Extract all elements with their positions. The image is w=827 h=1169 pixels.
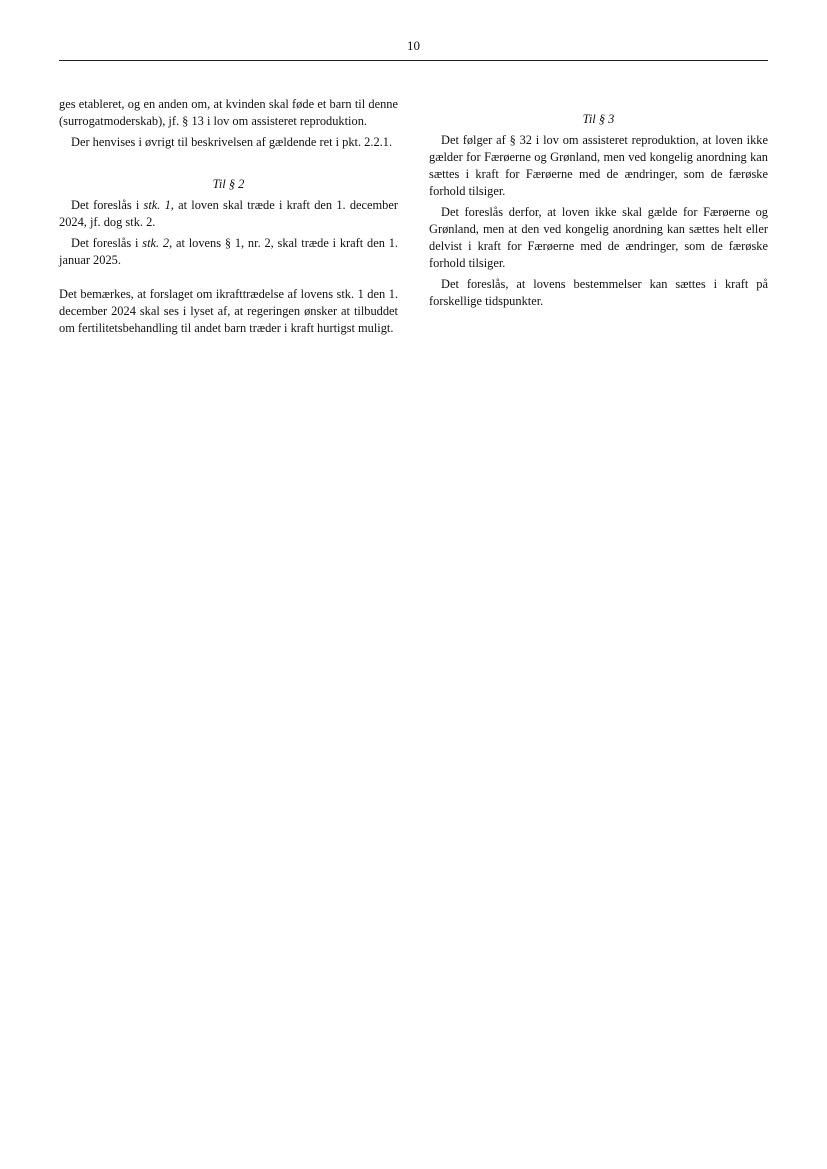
left-paragraph-4 (59, 235, 398, 269)
left-paragraph-1: ges etableret, og en anden om, at kvinden skal føde et barn til denne (surrogatmoderskab), jf. § 13 i lov om assisteret reproduktion. (59, 97, 398, 128)
page-number: 10 (407, 38, 420, 53)
p3-emphasis: stk. 1, (143, 198, 174, 212)
right-paragraph-1: Det følger af § 32 i lov om assisteret reproduktion, at loven ikke gælder for Færøerne og Grønland, men ved kongelig anordning kan sættes i kraft for Færøerne med de ændringer, som de færøske forhold tilsiger. (429, 133, 768, 198)
right-paragraph-2: Det foreslås derfor, at loven ikke skal gælde for Færøerne og Grønland, men at den ved kongelig anordning kan sættes helt eller delvist i kraft for Færøerne med de ændringer, som de færøske forhold tilsiger. (429, 205, 768, 270)
left-column (59, 96, 398, 341)
p3-text-after: at loven skal træde i kraft den 1. december 2024, jf. dog stk. 2. (59, 198, 398, 229)
header-rule (59, 60, 768, 61)
left-paragraph-5: Det bemærkes, at forslaget om ikrafttrædelse af lovens stk. 1 den 1. december 2024 skal ses i lyset af, at regeringen ønsker at tilbuddet om fertilitetsbehandling til andet barn træder i kraft hurtigst muligt. (59, 287, 398, 335)
section-heading-til-2: Til § 2 (212, 177, 245, 191)
section-heading-til-3: Til § 3 (582, 112, 615, 126)
p4-text-after: at lovens § 1, nr. 2, skal træde i kraft den 1. januar 2025. (59, 236, 398, 267)
left-paragraph-2: Der henvises i øvrigt til beskrivelsen af gældende ret i pkt. 2.2.1. (71, 135, 393, 149)
p4-emphasis: stk. 2, (142, 236, 173, 250)
left-paragraph-3 (59, 197, 398, 231)
right-column (429, 111, 768, 314)
p3-text-before: Det foreslås i (71, 198, 144, 212)
p4-text-before: Det foreslås i (71, 236, 143, 250)
right-paragraph-3: Det foreslås, at lovens bestemmelser kan sættes i kraft på forskellige tidspunkter. (429, 277, 768, 308)
